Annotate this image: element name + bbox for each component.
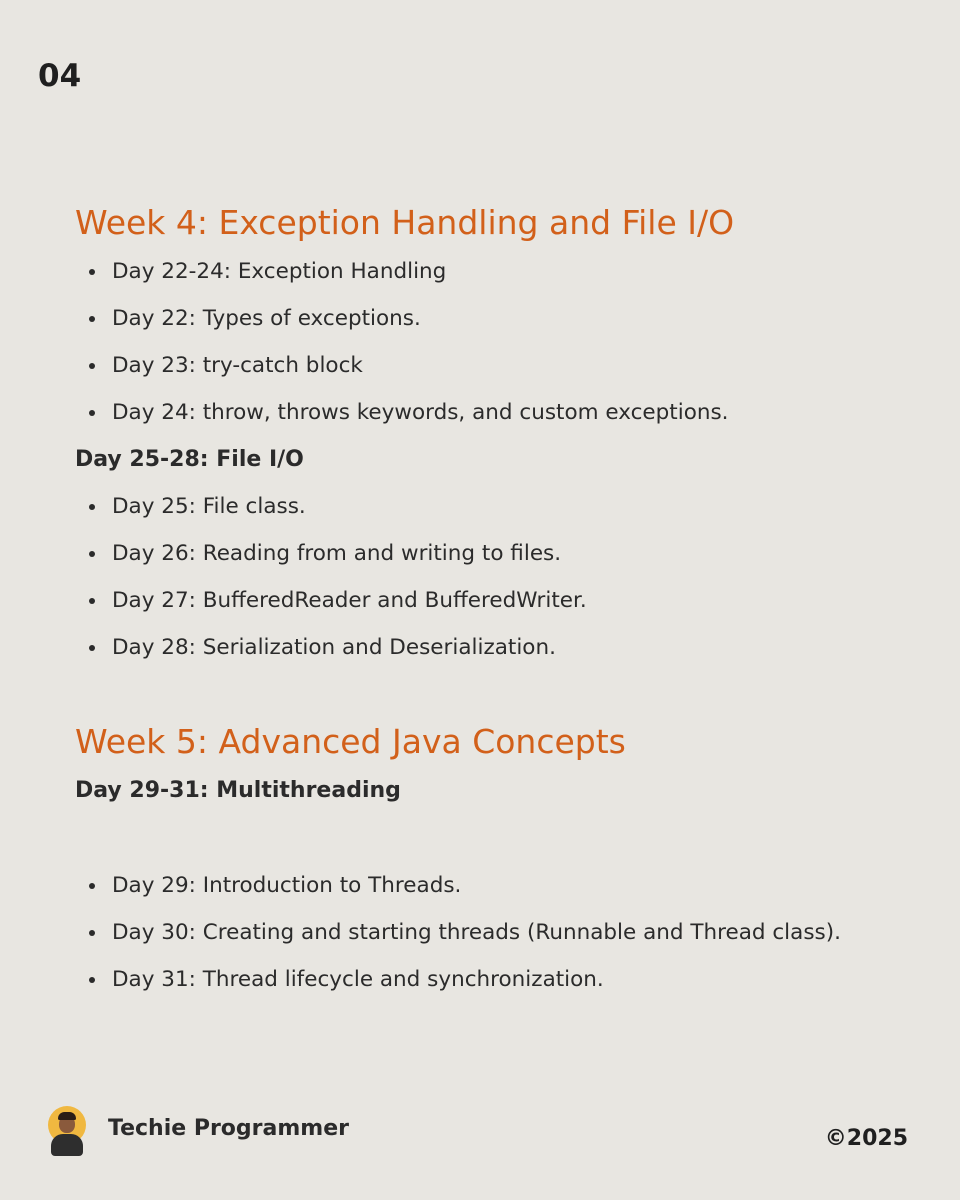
list-item: Day 23: try-catch block <box>75 342 935 389</box>
week-4-title: Week 4: Exception Handling and File I/O <box>75 203 735 242</box>
list-item: Day 28: Serialization and Deserialization. <box>75 624 935 671</box>
week-4-file-io-list <box>75 483 935 671</box>
week-4-exception-list <box>75 248 935 436</box>
list-item: Day 26: Reading from and writing to files. <box>75 530 935 577</box>
list-item: Day 25: File class. <box>75 483 935 530</box>
copyright: ©2025 <box>824 1126 908 1151</box>
page-number: 04 <box>38 58 82 94</box>
person-avatar-icon <box>48 1106 86 1156</box>
author-name: Techie Programmer <box>108 1115 349 1141</box>
list-item: Day 24: throw, throws keywords, and custom exceptions. <box>75 389 935 436</box>
file-io-heading: Day 25-28: File I/O <box>75 447 304 472</box>
list-item: Day 27: BufferedReader and BufferedWriter. <box>75 577 935 624</box>
list-item: Day 22: Types of exceptions. <box>75 295 935 342</box>
multithreading-heading: Day 29-31: Multithreading <box>75 778 401 803</box>
list-item: Day 30: Creating and starting threads (Runnable and Thread class). <box>75 909 935 956</box>
list-item: Day 31: Thread lifecycle and synchronization. <box>75 956 935 1003</box>
list-item: Day 29: Introduction to Threads. <box>75 862 935 909</box>
author-footer <box>48 1106 349 1156</box>
list-item: Day 22-24: Exception Handling <box>75 248 935 295</box>
week-5-multithreading-list <box>75 862 935 1003</box>
content <box>75 198 935 1003</box>
week-5-title: Week 5: Advanced Java Concepts <box>75 722 626 761</box>
